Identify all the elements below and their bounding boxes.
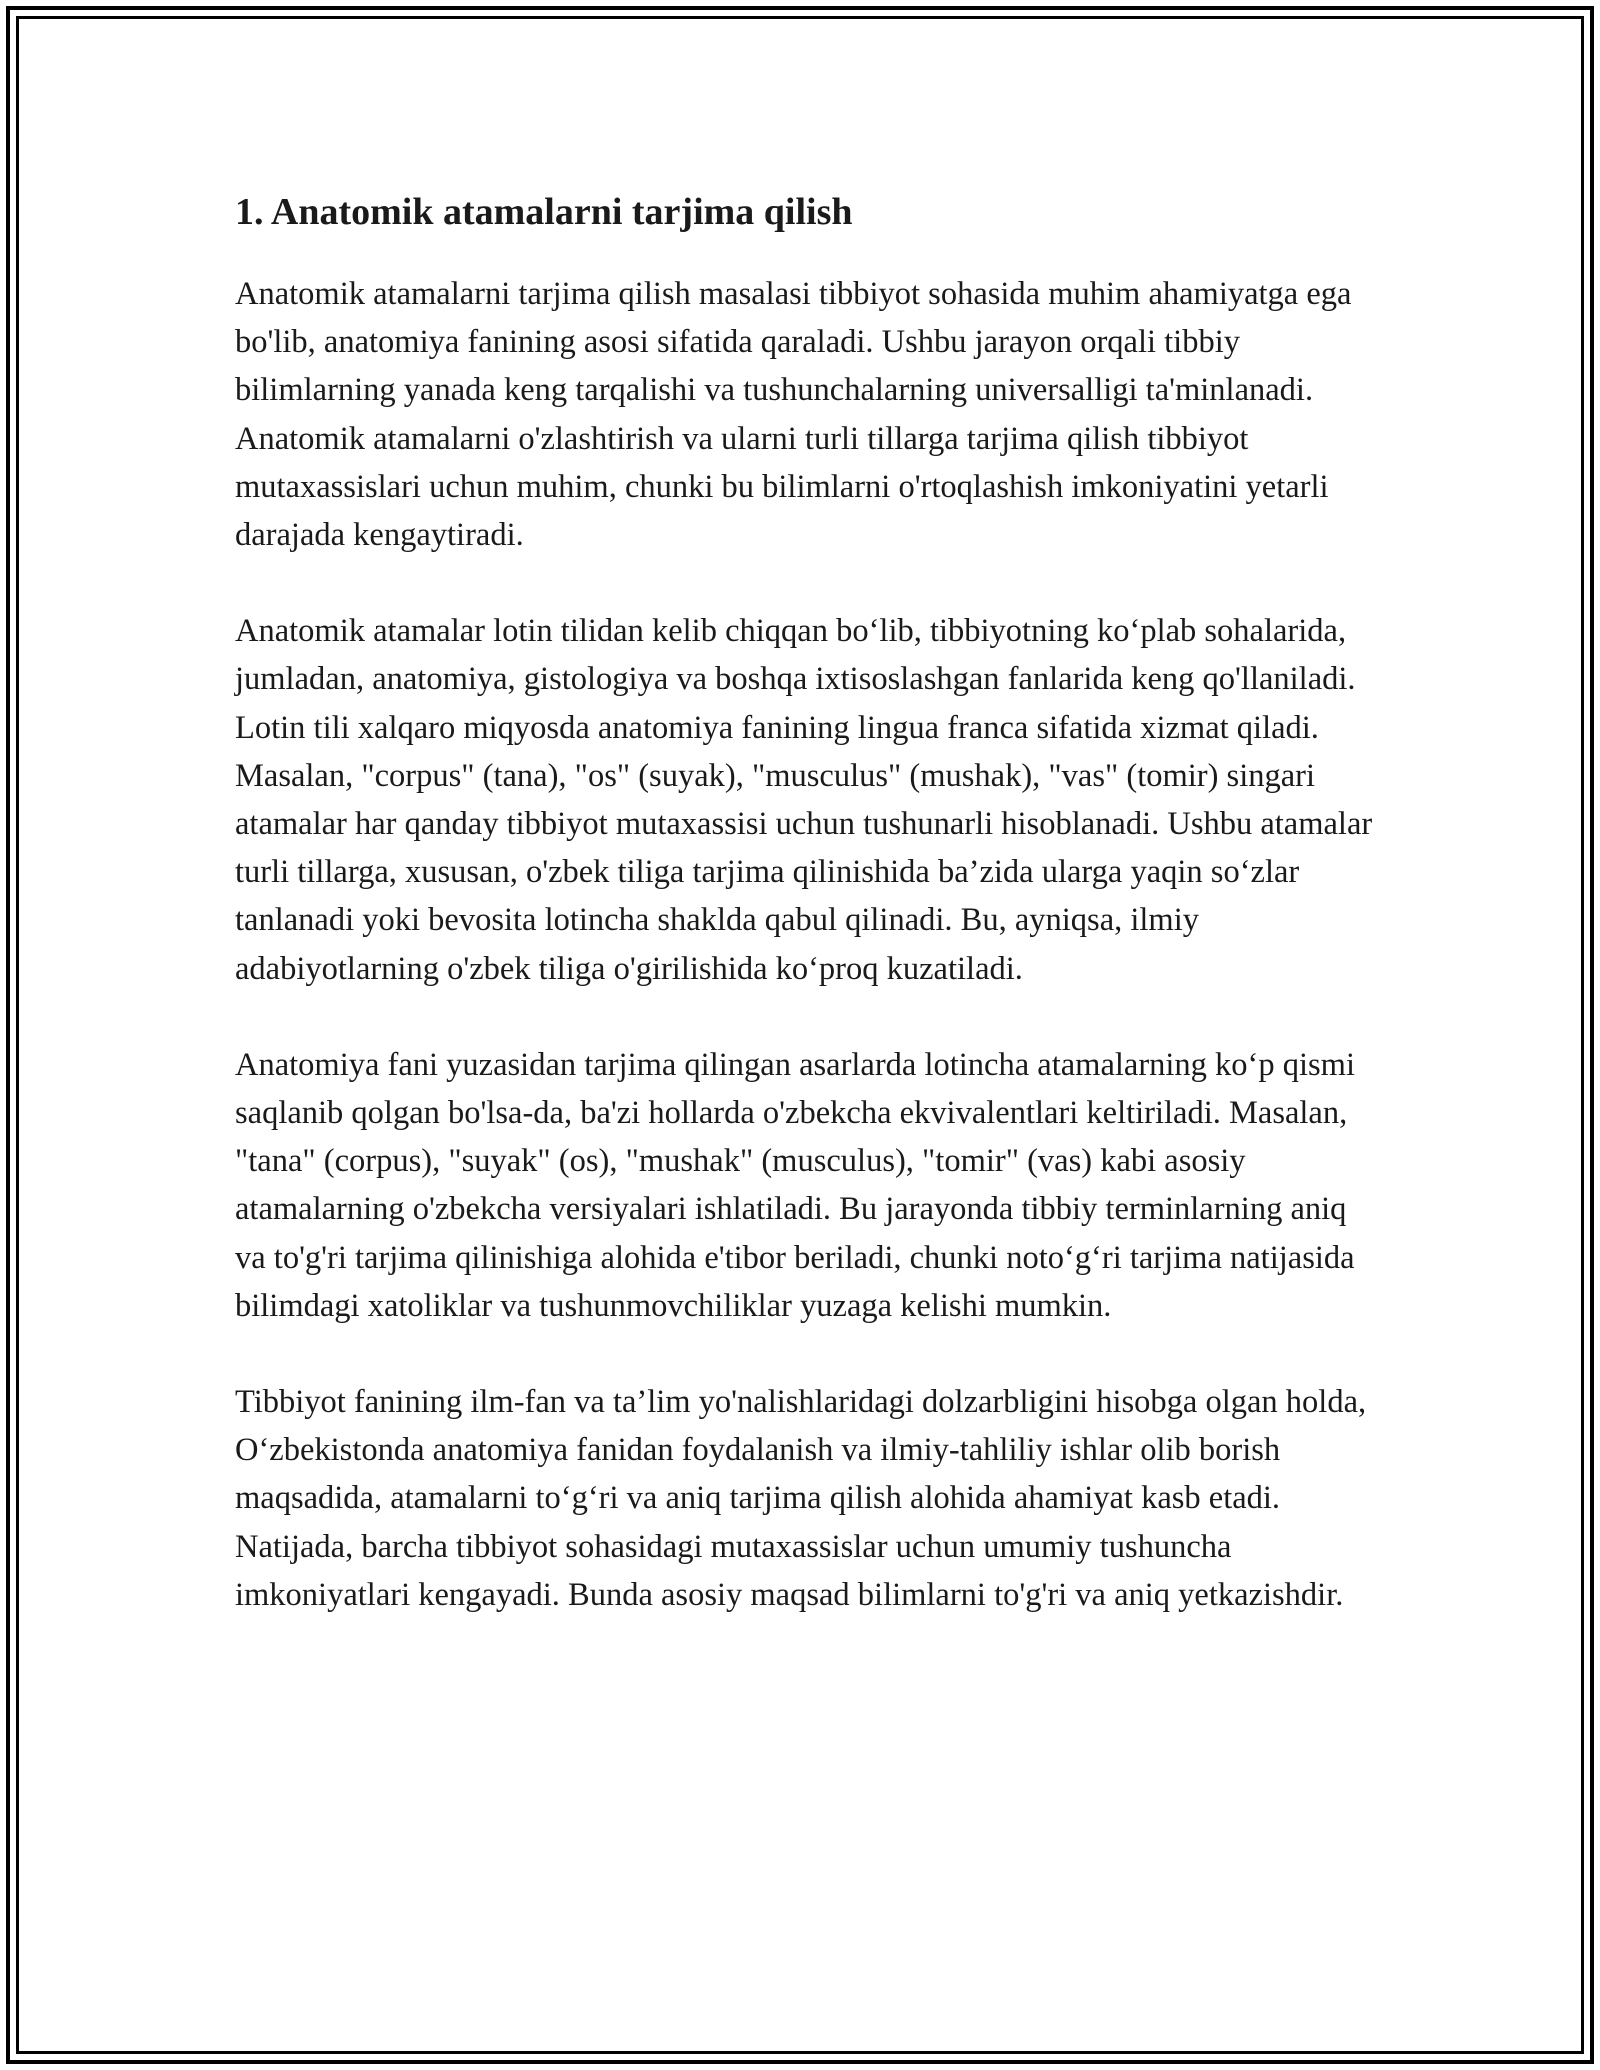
section-heading: 1. Anatomik atamalarni tarjima qilish <box>235 191 853 233</box>
document-body <box>235 186 1375 1667</box>
paragraph-2: Anatomik atamalar lotin tilidan kelib chiqqan bo‘lib, tibbiyotning ko‘plab sohalarida, jumladan, anatomiya, gistologiya va boshqa ixtisoslashgan fanlarida keng qo'llaniladi. Lotin tili xalqaro miqyosda anatomiya fanining lingua franca sifatida xizmat qiladi. Masalan, "corpus" (tana), "os" (suyak), "musculus" (mushak), "vas" (tomir) singari atamalar har qanday tibbiyot mutaxassisi uchun tushunarli hisoblanadi. Ushbu atamalar turli tillarga, xususan, o'zbek tiliga tarjima qilinishida ba’zida ularga yaqin so‘zlar tanlanadi yoki bevosita lotincha shakldа qabul qilinadi. Bu, ayniqsa, ilmiy adabiyotlarning o'zbek tiliga o'girilishida ko‘proq kuzatiladi. <box>235 613 1373 987</box>
paragraph-1: Anatomik atamalarni tarjima qilish masalasi tibbiyot sohasida muhim ahamiyatga ega bo'lib, anatomiya fanining asosi sifatida qaraladi. Ushbu jarayon orqali tibbiy bilimlarning yanada keng tarqalishi va tushunchalarning universalligi ta'minlanadi. Anatomik atamalarni o'zlashtirish va ularni turli tillarga tarjima qilish tibbiyot mutaxassislari uchun muhim, chunki bu bilimlarni o'rtoqlashish imkoniyatini yetarli darajada kengaytiradi. <box>235 276 1352 554</box>
paragraph-4: Tibbiyot fanining ilm-fan va ta’lim yo'nalishlaridagi dolzarbligini hisobga olgan holda, O‘zbekistonda anatomiya fanidan foydalanish va ilmiy-tahliliy ishlar olib borish maqsadida, atamalarni to‘g‘ri va aniq tarjima qilish alohida ahamiyat kasb etadi. Natijada, barcha tibbiyot sohasidagi mutaxassislar uchun umumiy tushuncha imkoniyatlari kengayadi. Bunda asosiy maqsad bilimlarni to'g'ri va aniq yetkazishdir. <box>235 1384 1367 1613</box>
paragraph-3: Anatomiya fani yuzasidan tarjima qilingan asarlarda lotincha atamalarning ko‘p qismi saqlanib qolgan bo'lsa-da, ba'zi hollarda o'zbekcha ekvivalentlari keltiriladi. Masalan, "tana" (corpus), "suyak" (os), "mushak" (musculus), "tomir" (vas) kabi asosiy atamalarning o'zbekcha versiyalari ishlatiladi. Bu jarayonda tibbiy terminlarning aniq va to'g'ri tarjima qilinishiga alohida e'tibor beriladi, chunki noto‘g‘ri tarjima natijasida bilimdagi xatoliklar va tushunmovchiliklar yuzaga kelishi mumkin. <box>235 1046 1355 1324</box>
